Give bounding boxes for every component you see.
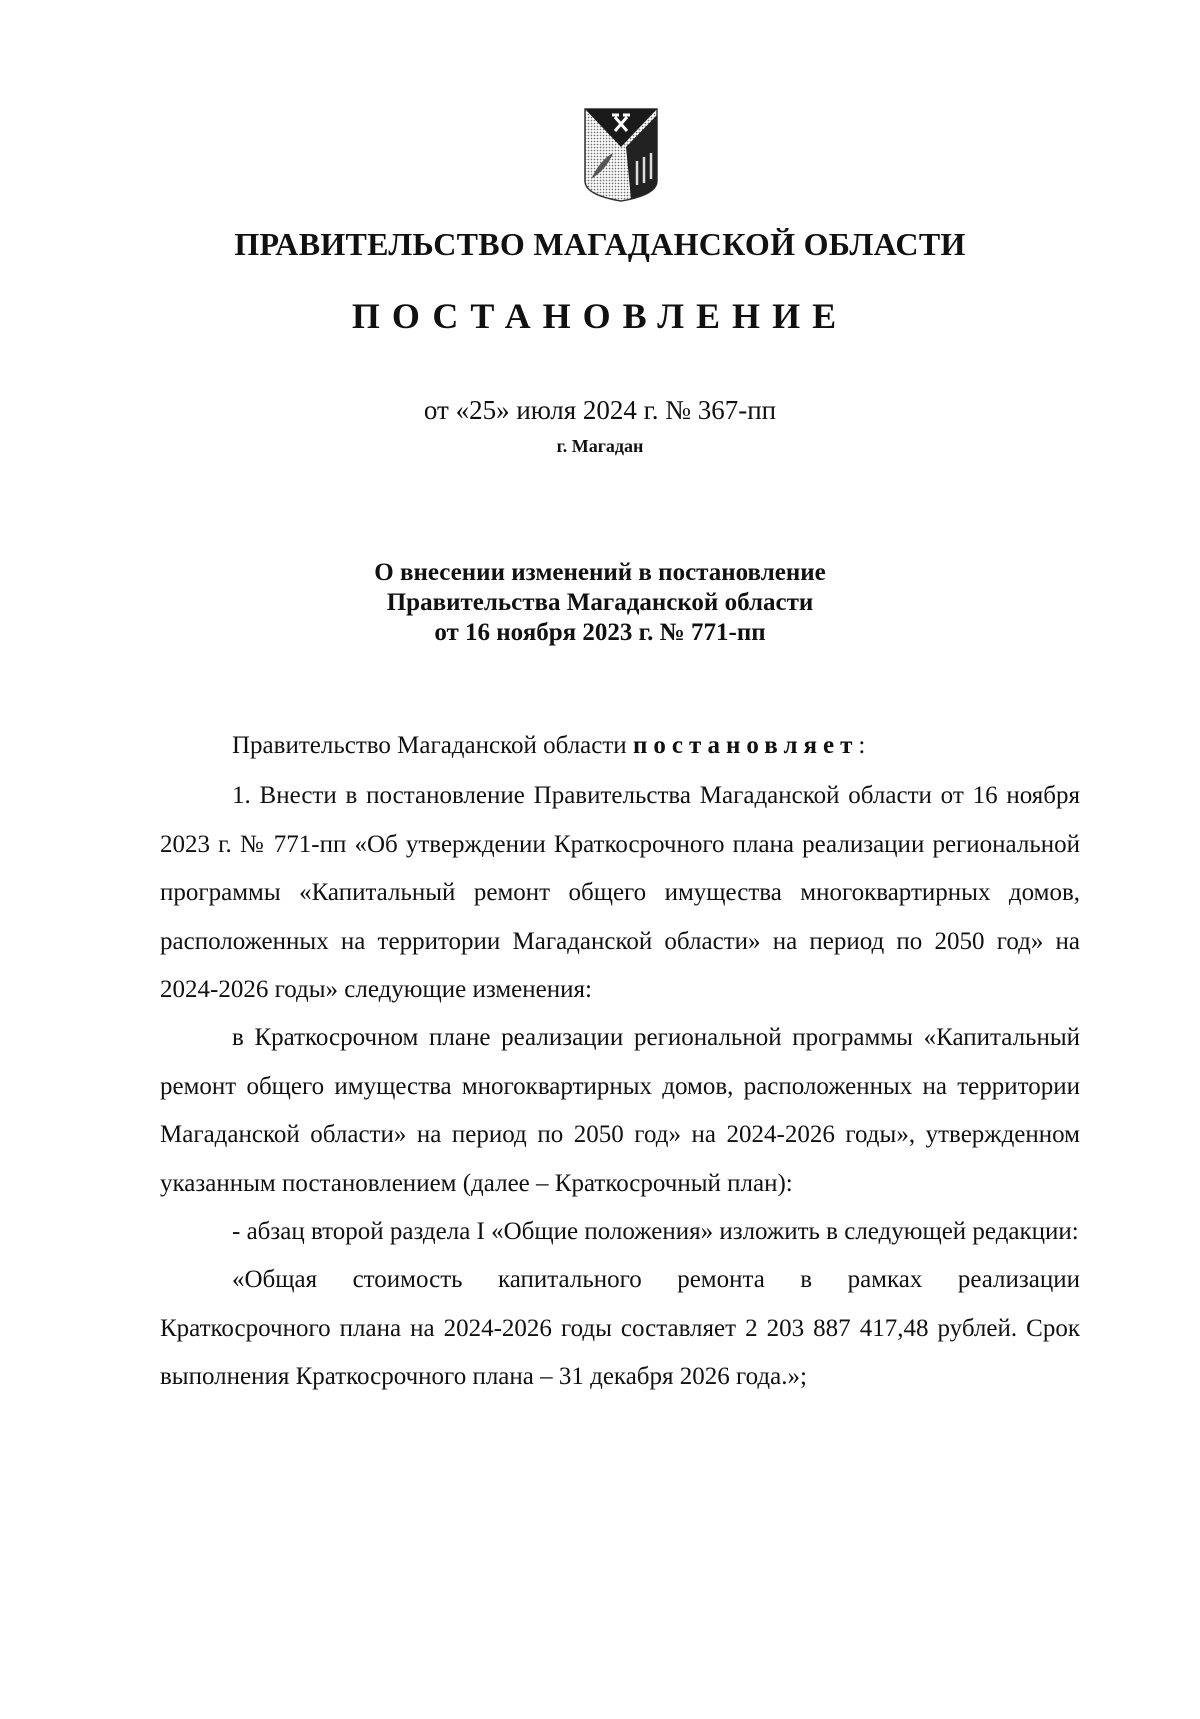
document-type: ПОСТАНОВЛЕНИЕ <box>351 296 849 336</box>
body-paragraph: в Краткосрочном плане реализации региональной программы «Капитальный ремонт общего имущества многоквартирных домов, расположенных на территории Магаданской области» на период по 2050 год» на 2024-2026 годы», утвержденном указанным постановлением (далее – Краткосрочный план): <box>160 1024 1080 1197</box>
body-paragraph: «Общая стоимость капитального ремонта в рамках реализации Краткосрочного плана на 2024-2026 годы составляет 2 203 887 417,48 рублей. Срок выполнения Краткосрочного плана – 31 декабря 2026 года.»; <box>160 1266 1080 1391</box>
document-body <box>160 722 1080 1402</box>
government-name: ПРАВИТЕЛЬСТВО МАГАДАНСКОЙ ОБЛАСТИ <box>234 226 966 262</box>
document-city: г. Магадан <box>556 436 644 456</box>
document-date-number <box>0 395 1200 426</box>
body-paragraph: 1. Внести в постановление Правительства Магаданской области от 16 ноября 2023 г. № 771-пп «Об утверждении Краткосрочного плана реализации региональной программы «Капитальный ремонт общего имущества многоквартирных домов, расположенных на территории Магаданской области» на период по 2050 год» на 2024-2026 годы» следующие изменения: <box>160 782 1080 1004</box>
intro-text: Правительство Магаданской области <box>232 732 627 759</box>
intro-verb: постановляет <box>632 732 859 759</box>
intro-colon: : <box>858 732 866 759</box>
document-date: от «25» июля 2024 г. <box>423 395 659 425</box>
coat-of-arms-emblem <box>581 107 661 203</box>
document-subject <box>0 558 1200 648</box>
subject-line: от 16 ноября 2023 г. № 771-пп <box>434 619 766 646</box>
subject-line: О внесении изменений в постановление <box>374 559 826 586</box>
body-paragraph: - абзац второй раздела I «Общие положения» изложить в следующей редакции: <box>232 1218 1079 1246</box>
intro-paragraph <box>160 722 1080 770</box>
subject-line: Правительства Магаданской области <box>386 589 814 616</box>
document-number: № 367-пп <box>665 395 777 425</box>
